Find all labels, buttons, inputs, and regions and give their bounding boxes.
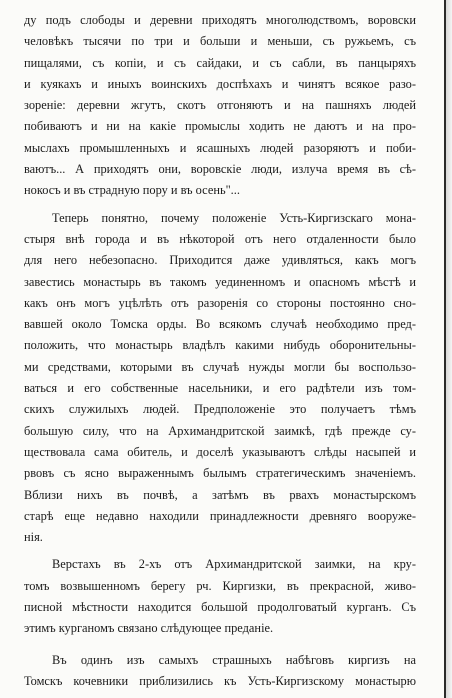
document-body — [24, 10, 416, 692]
text-line: большую силу, что на Архимандритской заимкѣ, гдѣ прежде су- — [24, 423, 416, 438]
text-line: томъ возвышенномъ берегу рч. Киргизки, въ прекрасной, живо- — [24, 578, 416, 593]
paragraph-kurgan — [24, 554, 416, 639]
text-line: завестись монастырь въ такомъ уединенномъ и опасномъ мѣстѣ и — [24, 274, 416, 289]
text-line: и куякахъ и иныхъ воинскихъ доспѣхахъ и чинятъ всякое разо- — [24, 76, 416, 91]
text-line: ваться и его собственные насельники, и его радѣтели изъ том- — [24, 381, 416, 396]
paragraph-monastery-danger — [24, 208, 416, 549]
text-line: стыря внѣ города и въ нѣкоторой отъ него отдаленности было — [24, 231, 416, 246]
text-line: этимъ курганомъ связано слѣдующее преданiе. — [24, 621, 274, 636]
text-line: рвовъ съ ясно выраженнымъ былымъ стратегическимъ значенiемъ. — [24, 466, 416, 481]
text-line: писной мѣстности находится большой продолговатый курганъ. Съ — [24, 600, 416, 615]
text-line: Вблизи нихъ въ почвѣ, а затѣмъ въ рвахъ монастырскомъ — [24, 487, 416, 502]
page-edge-line — [444, 0, 446, 698]
text-line: для него небезопасно. Приходится даже удивляться, какъ могъ — [24, 253, 416, 268]
paragraph-quote — [24, 10, 416, 202]
text-line: побиваютъ и ни на какiе промыслы ходить не даютъ и на про- — [24, 119, 416, 134]
text-line: Въ одинъ изъ самыхъ страшныхъ набѣговъ киргизъ на — [52, 652, 416, 667]
text-line: скихъ служилыхъ людей. Предположенiе это получаетъ тѣмъ — [24, 402, 416, 417]
text-line: нокосъ и въ страдную пору и въ осень"... — [24, 183, 240, 198]
paragraph-gap — [24, 640, 416, 650]
text-line: положить, что монастырь владѣлъ какими нибудь оборонительны- — [24, 338, 416, 353]
text-line: нiя. — [24, 530, 43, 545]
text-line: ваютъ... А приходятъ они, воровскiе люди, излуча время въ сѣ- — [24, 162, 416, 177]
text-line: мыслахъ промышленныхъ и ясашныхъ людей разоряютъ и поби- — [24, 140, 416, 155]
text-line: какъ онъ могъ уцѣлѣть отъ разоренiя со стороны постоянно сно- — [24, 295, 416, 310]
text-line: старѣ еще недавно находили принадлежности древняго вооруже- — [24, 508, 416, 523]
text-line: Томскъ кочевники приблизились къ Усть-Киргизскому монастырю — [24, 673, 416, 688]
text-line: зоренiе: деревни жгутъ, скотъ отгоняютъ и на пашняхъ людей — [24, 98, 416, 113]
text-line: ду подъ слободы и деревни приходятъ многолюдствомъ, воровски — [24, 13, 416, 27]
paragraph-legend-start — [24, 650, 416, 693]
text-line: ществовала сама обитель, и доселѣ указываютъ слѣды насыпей и — [24, 444, 416, 459]
text-line: ми средствами, которыми въ случаѣ нужды могли бы воспользо- — [24, 359, 416, 374]
text-line: человѣкъ тысячи по три и больши и меньши, съ ружьемъ, съ — [24, 34, 416, 49]
text-line: вавшей около Томска орды. Во всякомъ случаѣ необходимо пред- — [24, 317, 416, 332]
page-edge-shadow — [446, 0, 452, 698]
text-line: Теперь понятно, почему положенiе Усть-Киргизскаго мона- — [52, 210, 416, 225]
text-line: Верстахъ въ 2-хъ отъ Архимандритской заимки, на кру- — [52, 557, 416, 572]
text-line: пищалями, съ копiи, и съ сайдаки, и съ сабли, въ панцыряхъ — [24, 55, 416, 70]
